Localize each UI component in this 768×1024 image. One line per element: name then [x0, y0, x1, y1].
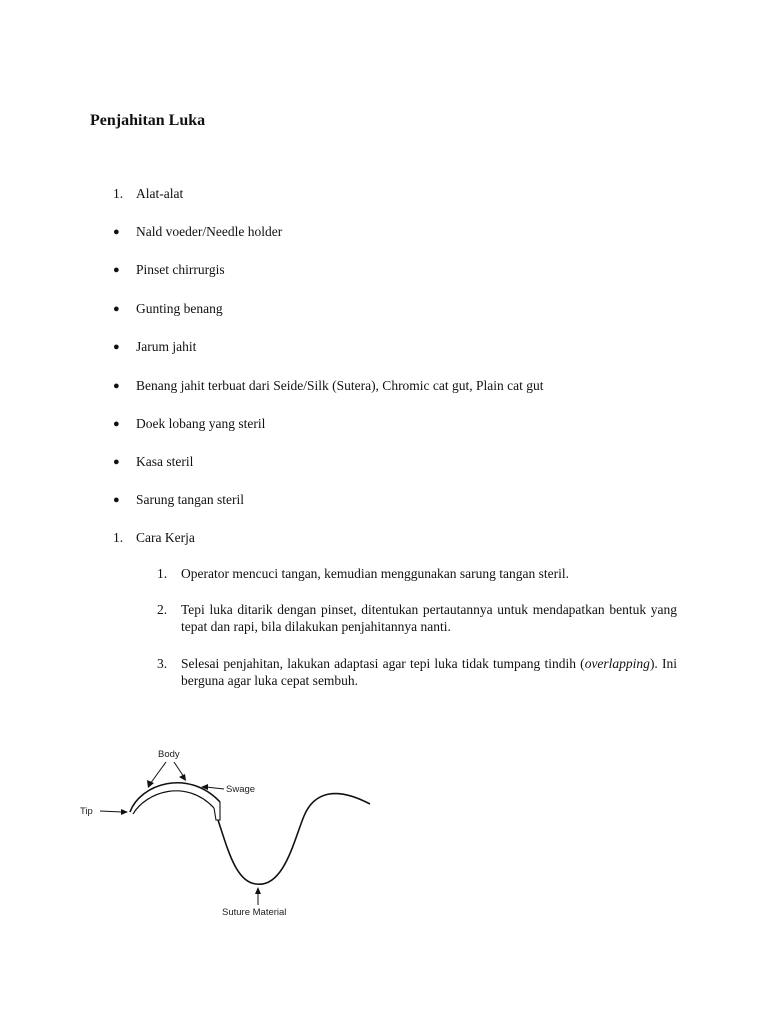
page-title: Penjahitan Luka	[90, 112, 206, 129]
step-item	[157, 601, 677, 635]
list-item-text: Gunting benang	[136, 301, 223, 316]
list-item-text: Jarum jahit	[136, 339, 197, 354]
needle-swage	[214, 802, 220, 820]
section-heading: Alat-alat	[136, 186, 184, 201]
bullet-icon: ●	[113, 456, 120, 468]
list-item	[113, 454, 193, 470]
suture-thread	[218, 794, 370, 885]
step-text: Operator mencuci tangan, kemudian menggunakan sarung tangan steril.	[181, 566, 569, 581]
step-number: 1.	[157, 566, 168, 581]
list-item-text: Pinset chirrurgis	[136, 262, 225, 277]
step-text: Selesai penjahitan, lakukan adaptasi agar tepi luka tidak tumpang tindih (overlapping). Ini berguna agar luka cepat sembuh.	[181, 656, 677, 688]
list-item	[113, 262, 225, 278]
bullet-icon: ●	[113, 494, 120, 506]
section-number: 1.	[113, 186, 124, 201]
section-heading-alat	[113, 186, 183, 202]
list-item	[113, 224, 282, 240]
needle-inner-edge	[133, 791, 214, 814]
label-swage: Swage	[226, 784, 256, 795]
list-item-text: Doek lobang yang steril	[136, 416, 266, 431]
suture-needle-diagram	[78, 740, 378, 922]
bullet-icon: ●	[113, 226, 120, 238]
bullet-icon: ●	[113, 380, 120, 392]
bullet-icon: ●	[113, 418, 120, 430]
step-item	[157, 565, 677, 582]
label-tip: Tip	[80, 806, 93, 817]
italic-term: overlapping	[584, 656, 650, 671]
section-heading-cara-kerja	[113, 530, 195, 546]
list-item	[113, 301, 223, 317]
step-item	[157, 655, 677, 689]
label-body: Body	[158, 749, 180, 760]
step-number: 3.	[157, 656, 168, 671]
list-item-text: Kasa steril	[136, 454, 194, 469]
bullet-icon: ●	[113, 303, 120, 315]
list-item	[113, 416, 265, 432]
list-item	[113, 378, 544, 394]
list-item	[113, 339, 196, 355]
list-item-text: Nald voeder/Needle holder	[136, 224, 283, 239]
step-text: Tepi luka ditarik dengan pinset, ditentukan pertautannya untuk mendapatkan bentuk yang tepat dan rapi, bila dilakukan penjahitannya nanti.	[181, 602, 677, 634]
bullet-icon: ●	[113, 264, 120, 276]
list-item	[113, 492, 244, 508]
step-number: 2.	[157, 602, 168, 617]
list-item-text: Benang jahit terbuat dari Seide/Silk (Sutera), Chromic cat gut, Plain cat gut	[136, 378, 544, 393]
section-number: 1.	[113, 530, 124, 545]
section-heading: Cara Kerja	[136, 530, 195, 545]
list-item-text: Sarung tangan steril	[136, 492, 244, 507]
bullet-icon: ●	[113, 341, 120, 353]
label-suture-material: Suture Material	[222, 907, 287, 918]
